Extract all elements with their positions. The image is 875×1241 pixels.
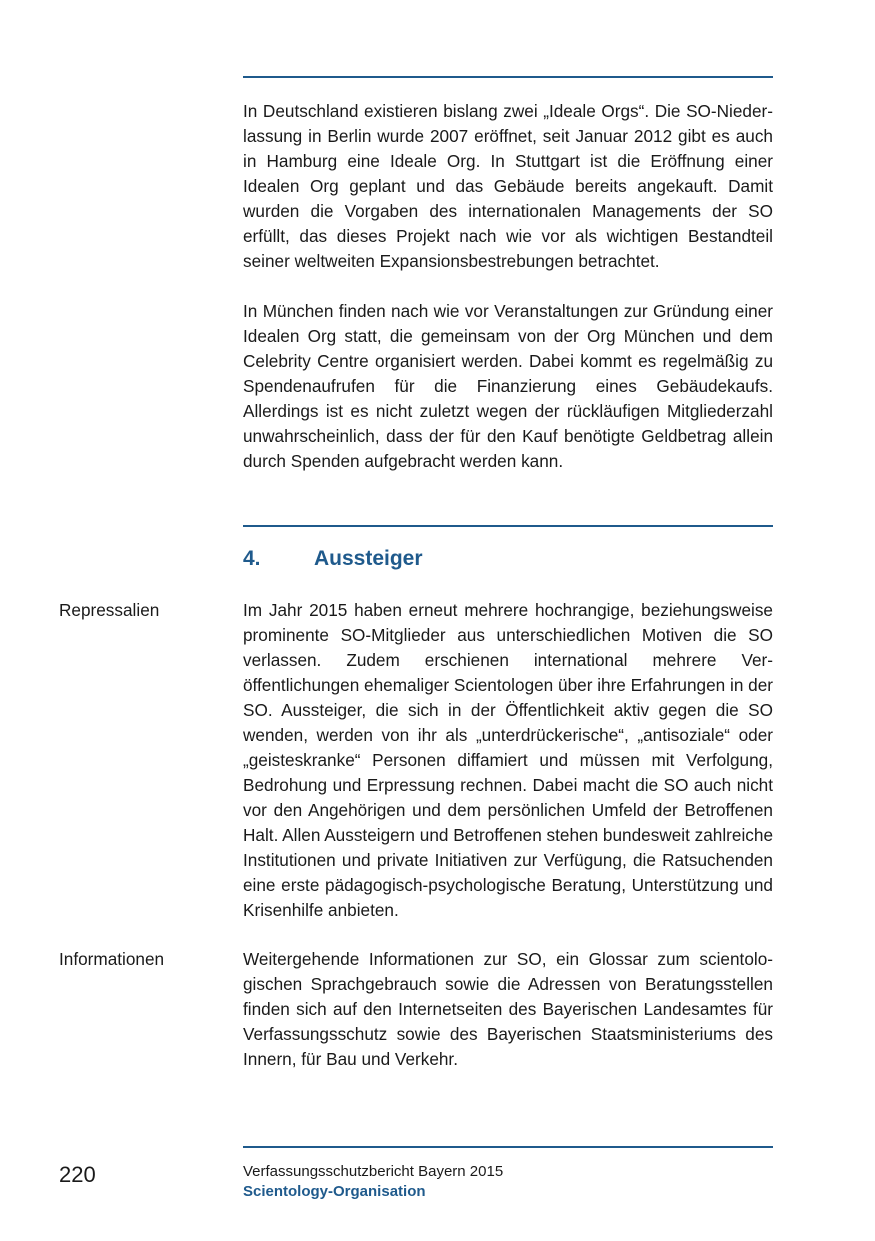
- section-title: Aussteiger: [314, 547, 423, 570]
- section-heading: [243, 545, 423, 573]
- side-label-repressalien: Repressalien: [59, 600, 160, 620]
- footer-report-title: Verfassungsschutzbericht Bayern 2015: [243, 1163, 504, 1180]
- paragraph-repressalien: Im Jahr 2015 haben erneut mehrere hochrangige, beziehungsweise prominente SO-Mitglieder aus unterschiedlichen Motiven die SO verlassen. Zudem erschienen international mehrere Veröffentlichungen ehemaliger Scientologen über ihre Erfahrungen in der SO. Aussteiger, die sich in der Öffentlichkeit aktiv gegen die SO wenden, werden von ihr als „unterdrückerische“, „antisoziale“ oder „geisteskranke“ Personen diffamiert und müssen mit Verfolgung, Bedrohung und Erpressung rechnen. Dabei macht die SO auch nicht vor den Angehörigen und dem persönlichen Umfeld der Betroffenen Halt. Allen Aussteigern und Betroffenen stehen bundesweit zahlreiche Institutionen und private Initiativen zur Verfügung, die Ratsuchenden eine erste pädagogisch-psychologische Beratung, Unterstützung und Krisenhilfe anbieten.: [243, 600, 773, 920]
- page-number: 220: [59, 1162, 96, 1187]
- footer-divider: [243, 1146, 773, 1148]
- section-divider: [243, 525, 773, 527]
- paragraph-ideale-orgs: In Deutschland existieren bislang zwei „Ideale Orgs“. Die SO-Niederlassung in Berlin wurde 2007 eröffnet, seit Januar 2012 gibt es auch in Hamburg eine Ideale Org. In Stuttgart ist die Eröffnung einer Idealen Org geplant und das Gebäude bereits angekauft. Damit wurden die Vorgaben des internationalen Managements der SO erfüllt, das dieses Projekt nach wie vor als wichtigen Bestandteil seiner weltweiten Expansionsbestrebungen betrachtet.: [243, 101, 773, 271]
- paragraph-muenchen: In München finden nach wie vor Veranstaltungen zur Gründung einer Idealen Org statt, die gemeinsam von der Org München und dem Celebrity Centre organisiert werden. Dabei kommt es regelmäßig zu Spendenaufrufen für die Finanzierung eines Gebäudekaufs. Allerdings ist es nicht zuletzt wegen der rückläufigen Mitgliederzahl unwahrscheinlich, dass der für den Kauf benötigte Geldbetrag allein durch Spenden aufgebracht werden kann.: [243, 301, 773, 471]
- section-number: 4.: [243, 547, 261, 570]
- side-label-informationen: Informationen: [59, 949, 165, 969]
- top-divider: [243, 76, 773, 78]
- footer-chapter-title: Scientology-Organisation: [243, 1183, 426, 1200]
- paragraph-informationen: Weitergehende Informationen zur SO, ein Glossar zum scientologischen Sprachgebrauch sowie die Adressen von Beratungsstellen finden sich auf den Internetseiten des Bayerischen Landesamtes für Verfassungsschutz sowie des Bayerischen Staatsministeriums des Innern, für Bau und Verkehr.: [243, 949, 773, 1069]
